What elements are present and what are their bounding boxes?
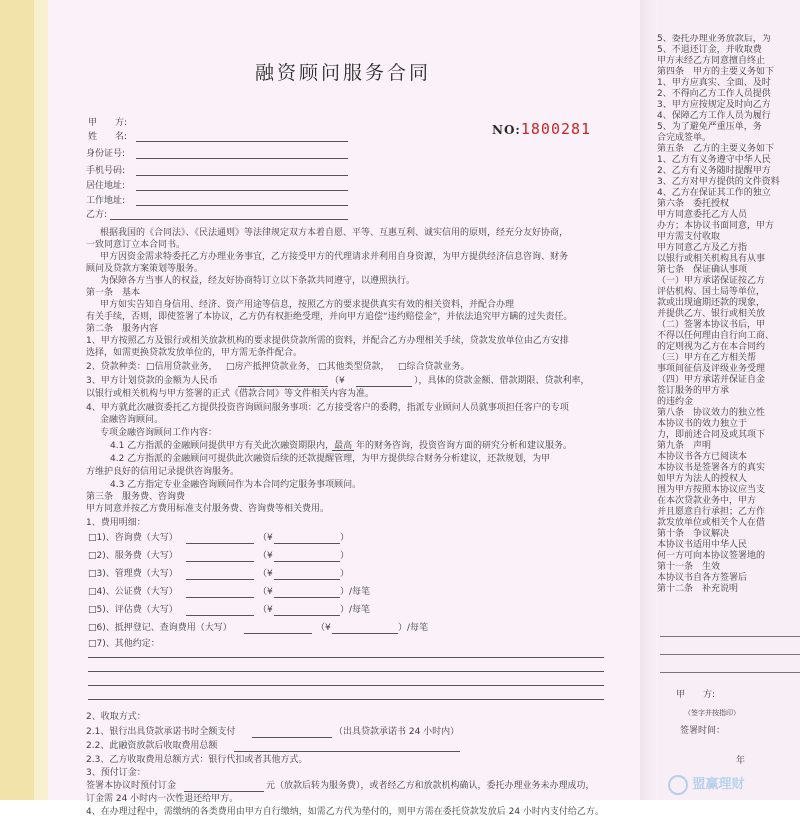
article-2-line: 年的财务咨询，投资咨询方面的研究分析和建议服务。 — [356, 441, 573, 451]
fee-item-amount-field[interactable] — [274, 561, 340, 562]
right-line: 第七条 保证确认事项 — [657, 265, 748, 275]
collection-amount-field[interactable] — [252, 737, 332, 738]
right-line: （一）甲方承诺保证按乙方 — [657, 276, 766, 286]
fee-item-words-field[interactable] — [244, 633, 312, 634]
loan-type-credit[interactable]: □信用贷款业务， — [146, 362, 218, 372]
deposit-line: 签署本协议时预付订金 — [86, 781, 177, 791]
fee-items-heading: 1、费用明细： — [86, 518, 146, 528]
loan-amount-yen: （¥ — [330, 376, 345, 386]
deposit-line: 订金需 24 小时内一次性退还给甲方。 — [86, 794, 239, 804]
fee-item-amount-field[interactable] — [274, 579, 340, 580]
right-line: 本协议书各方已阅读本 — [657, 452, 748, 462]
fee-item-label[interactable]: □6)、抵押登记、查询费用（大写） — [88, 623, 232, 633]
article-2-line: 以银行或相关机构与甲方签署的正式《借款合同》等文件相关内容为准。 — [86, 389, 375, 399]
collection-line: 4、在办理过程中，需缴纳的各类费用由甲方自行缴纳，如需乙方代为垫付的，则甲方需在委托贷款发放后 24 小时内支付给乙方。 — [86, 807, 604, 817]
right-line: 1、乙方有义务遵守中华人民 — [657, 155, 771, 165]
preamble-line: 为保障各方当事人的权益，经友好协商特订立以下条款共同遵守，以遵照执行。 — [100, 276, 416, 286]
article-2-line: 1、甲方按照乙方及银行或相关放款机构的要求提供贷款所需的资料，并配合乙方办理相关手续，贷款发放单位由乙方安排 — [86, 336, 569, 346]
loan-type-combined[interactable]: □综合贷款业务。 — [398, 362, 470, 372]
address-field[interactable] — [136, 190, 348, 191]
right-line: 5、不退还订金，并收取费 — [657, 45, 762, 55]
address-label: 居住地址: — [86, 181, 126, 191]
fee-item-close: ）/每笔 — [340, 587, 371, 597]
right-line: （三）甲方在乙方相关帮 — [657, 353, 757, 363]
phone-field[interactable] — [136, 175, 348, 176]
loan-amount-tail: ），具体的贷款金额、借款期限、贷款利率， — [414, 376, 590, 386]
right-line: 本协议书适用中华人民 — [657, 540, 748, 550]
contract-number-label: NO: — [492, 123, 521, 137]
fee-item-label[interactable]: □1)、咨询费（大写） — [88, 533, 178, 543]
right-line: 4、乙方在保证其工作的独立 — [657, 188, 771, 198]
right-line: 何一方可向本协议签署地的 — [657, 551, 766, 561]
fee-item-words-field[interactable] — [186, 543, 254, 544]
fee-item-words-field[interactable] — [186, 615, 254, 616]
fee-item-amount-field[interactable] — [274, 597, 340, 598]
right-line: 甲方需支付收取 — [657, 232, 721, 242]
sign-date-label: 签署时间： — [680, 726, 726, 736]
right-line: 并提供乙方、银行或相关放 — [657, 309, 766, 319]
fee-item-words-field[interactable] — [186, 579, 254, 580]
article-2-line: 选择，如需更换贷款发放单位的，甲方需无条件配合。 — [86, 348, 303, 358]
collection-total-field[interactable] — [234, 751, 460, 752]
right-line: 甲方同意乙方及乙方指 — [657, 243, 748, 253]
right-line: 第六条 委托授权 — [657, 199, 730, 209]
right-line: 第十一条 生效 — [657, 562, 721, 572]
loan-amount-label: 3、甲方计划贷款的金额为人民币 — [86, 376, 218, 386]
loan-type-label: 2、贷款种类： — [86, 362, 146, 372]
right-line: 的违约金 — [657, 397, 694, 407]
other-line-2[interactable] — [88, 671, 604, 672]
fee-item-close: ） — [340, 569, 350, 579]
article-1-line: 有关手续，否则，即使签署了本协议，乙方仍有权拒绝受理，并向甲方追偿“违约赔偿金”，并依法追究甲方瞒的过失责任。 — [86, 312, 573, 322]
article-2-line: 专项金融咨询顾问工作内容： — [100, 428, 218, 438]
right-line: 款或出现逾期还款的现象， — [657, 298, 766, 308]
fee-item-amount: （¥ — [316, 623, 331, 633]
party-b-label: 乙方: — [86, 210, 108, 220]
fee-item-close: ） — [340, 533, 350, 543]
name-label: 姓 名: — [88, 132, 128, 142]
deposit-amount-field[interactable] — [184, 791, 264, 792]
right-line: 力，即前述合同及或其项下 — [657, 430, 766, 440]
id-no-field[interactable] — [136, 158, 348, 159]
article-2-line: 金融咨询顾问。 — [100, 415, 164, 425]
right-line: 5、为了避免严重压单，务 — [657, 122, 762, 132]
supplement-line-2[interactable] — [660, 654, 800, 655]
fee-item-amount: （¥ — [258, 605, 273, 615]
article-1-line: 甲方如实告知自身信用、经济、资产用途等信息，按照乙方的要求提供真实有效的相关资料，并配合办理 — [100, 300, 515, 310]
right-line: （二）签署本协议书后，甲 — [657, 320, 766, 330]
fee-item-words-field[interactable] — [186, 561, 254, 562]
article-2-line: 4.3 乙方指定专业金融咨询顾问作为本合同约定服务事项顾问。 — [110, 480, 362, 490]
loan-amount-yen-field[interactable] — [356, 386, 412, 387]
article-2-line: 方维护良好的信用记录提供咨询服务。 — [86, 467, 240, 477]
right-column — [657, 34, 800, 674]
loan-amount-field[interactable] — [238, 386, 328, 387]
fee-item-close: ）/每笔 — [398, 623, 429, 633]
contract-number-value: 1800281 — [520, 120, 592, 138]
right-line: 以银行或相关机构具有从事 — [657, 254, 766, 264]
right-line: 第十二条 补充说明 — [657, 584, 739, 594]
loan-type-mortgage[interactable]: □房产抵押贷款业务， — [226, 362, 316, 372]
article-2-line: 4.2 乙方指派的金融顾问可提供此次融资后续的还款提醒管理，为甲方提供综合财务分析建议，还款规划，为甲 — [110, 454, 551, 464]
collection-line: （出具贷款承诺书 24 小时内） — [334, 727, 460, 737]
collection-line: 2.3、乙方收取费用总额方式：银行代扣或者其他方式。 — [86, 755, 308, 765]
article-2-line: 4.1 乙方指派的金融顾问提供甲方有关此次融资期限内，最高 — [110, 441, 353, 451]
preamble-line: 一致同意订立本合同书。 — [86, 240, 186, 250]
watermark-logo — [668, 773, 760, 795]
fee-item-amount: （¥ — [258, 551, 273, 561]
right-line: 本协议书的效力独立于 — [657, 419, 748, 429]
right-line: 5、委托办理业务放款后，为 — [657, 34, 771, 44]
right-line: 第四条 甲方的主要义务如下 — [657, 67, 775, 77]
other-line-1[interactable] — [88, 657, 604, 658]
preamble-line: 甲方因资金需求特委托乙方办理业务事宜，乙方接受甲方的代理请求并利用自身资源，为甲方提供经济信息咨询、财务 — [100, 252, 569, 262]
right-line: 本协议书自各方签署后 — [657, 573, 748, 583]
fee-item-amount: （¥ — [258, 587, 273, 597]
fee-item-words-field[interactable] — [186, 597, 254, 598]
fee-item-label[interactable]: □4)、公证费（大写） — [88, 587, 178, 597]
right-line: 事项间征信及评级业务受理 — [657, 364, 766, 374]
work-address-label: 工作地址: — [86, 196, 126, 206]
article-1-heading: 第一条 基本 — [86, 288, 141, 298]
right-line: 签订服务的甲方承 — [657, 386, 730, 396]
fee-item-other[interactable]: □7)、其他约定： — [88, 639, 160, 649]
contract-title: 融资顾问服务合同 — [255, 62, 432, 84]
other-line-3[interactable] — [88, 685, 604, 686]
right-line: 围为甲方按照本协议应当支 — [657, 485, 766, 495]
right-line: 4、保障乙方工作人员为履行 — [657, 111, 771, 121]
right-line: 并且愿意自行承担；乙方作 — [657, 507, 766, 517]
right-line: （四）甲方承诺并保证自金 — [657, 375, 766, 385]
right-line: 本协议书是签署各方的真实 — [657, 463, 766, 473]
right-line: 3、甲方应按规定及时向乙方 — [657, 100, 771, 110]
binding-strip-light — [34, 0, 48, 800]
right-line: 合完成签单。 — [657, 133, 712, 143]
work-address-field[interactable] — [136, 205, 348, 206]
other-line-4[interactable] — [88, 699, 604, 700]
fee-item-label[interactable]: □5)、评估费（大写） — [88, 605, 178, 615]
fee-item-amount-field[interactable] — [332, 633, 398, 634]
collection-heading: 2、收取方式： — [86, 712, 146, 722]
fee-item-amount: （¥ — [258, 569, 273, 579]
deposit-line: 元（放款后转为服务费），或者经乙方和放款机构确认，委托办理业务未办理成功， — [266, 781, 595, 791]
fee-item-amount-field[interactable] — [274, 615, 340, 616]
article-3-intro: 甲方同意并按乙方费用标准支付服务费、咨询费等相关费用。 — [86, 504, 330, 514]
right-line: 3、乙方对甲方提供的文件资料 — [657, 177, 780, 187]
binding-strip — [0, 0, 34, 800]
contract-number — [492, 120, 591, 138]
loan-type-other[interactable]: □其他类型贷款， — [318, 362, 390, 372]
party-a-label: 甲 方: — [88, 118, 128, 128]
article-3-heading: 第三条 服务费、咨询费 — [86, 492, 186, 502]
supplement-line-1[interactable] — [660, 636, 800, 637]
fee-item-amount: （¥ — [258, 533, 273, 543]
right-line: 办方；本协议书面同意，甲方 — [657, 221, 775, 231]
right-line: 甲方同意委托乙方人员 — [657, 210, 748, 220]
supplement-line-3[interactable] — [660, 672, 800, 673]
page-fold-shadow — [640, 0, 658, 800]
sign-year: 年 — [736, 756, 746, 766]
right-line: 2、不得向乙方工作人员提供 — [657, 89, 771, 99]
article-2-heading: 第二条 服务内容 — [86, 324, 159, 334]
right-line: 款发放单位或相关个人在借 — [657, 518, 766, 528]
right-line: 1、甲方应真实、全面、及时 — [657, 78, 771, 88]
right-line: 不得以任何理由自行向工商、 — [657, 331, 775, 341]
right-line: 评估机构、国土局等单位， — [657, 287, 766, 297]
fee-item-close: ） — [340, 551, 350, 561]
right-line: 如甲方为法人的授权人 — [657, 474, 748, 484]
watermark-icon — [668, 775, 688, 795]
id-no-label: 身份证号: — [86, 149, 126, 159]
watermark-text: 盟赢理财 — [692, 777, 745, 792]
right-line: 第八条 协议效力的独立性 — [657, 408, 766, 418]
right-line: 2、乙方有义务随时提醒甲方 — [657, 166, 771, 176]
right-line: 甲方未经乙方同意擅自终止 — [657, 56, 766, 66]
sign-party-a-label: 甲 方: — [676, 690, 716, 700]
phone-label: 手机号码: — [86, 166, 126, 176]
right-line: 在本次贷款业务中，甲方 — [657, 496, 757, 506]
name-field[interactable] — [136, 141, 348, 142]
article-2-line: 4、甲方就此次融资委托乙方提供投资咨询顾问服务事项：乙方接受客户的委聘，指派专业顾问人员就事项担任客户的专项 — [86, 403, 569, 413]
deposit-heading: 3、预付订金： — [86, 768, 146, 778]
right-line: 第九条 声明 — [657, 441, 712, 451]
fee-item-label[interactable]: □2)、服务费（大写） — [88, 551, 178, 561]
right-line: 第五条 乙方的主要义务如下 — [657, 144, 775, 154]
sign-hint: （签字并按指印） — [684, 709, 740, 717]
party-b-field[interactable] — [110, 219, 348, 220]
right-line: 第十条 争议解决 — [657, 529, 730, 539]
fee-item-close: ）/每笔 — [340, 605, 371, 615]
fee-item-label[interactable]: □3)、管理费（大写） — [88, 569, 178, 579]
collection-line: 2.2、此融资放款后收取费用总额 — [86, 741, 218, 751]
years-field[interactable] — [332, 450, 354, 451]
collection-line: 2.1、银行出具贷款承诺书时全额支付 — [86, 727, 236, 737]
right-line: 的定则视为乙方在本合同约 — [657, 342, 766, 352]
fee-item-amount-field[interactable] — [274, 543, 340, 544]
preamble-line: 根据我国的《合同法》、《民法通则》等法律规定双方本着自愿、平等、互惠互利、诚实信用的原则，经充分友好协商， — [100, 228, 569, 238]
preamble-line: 顾问及贷款方案策划等服务。 — [86, 264, 204, 274]
